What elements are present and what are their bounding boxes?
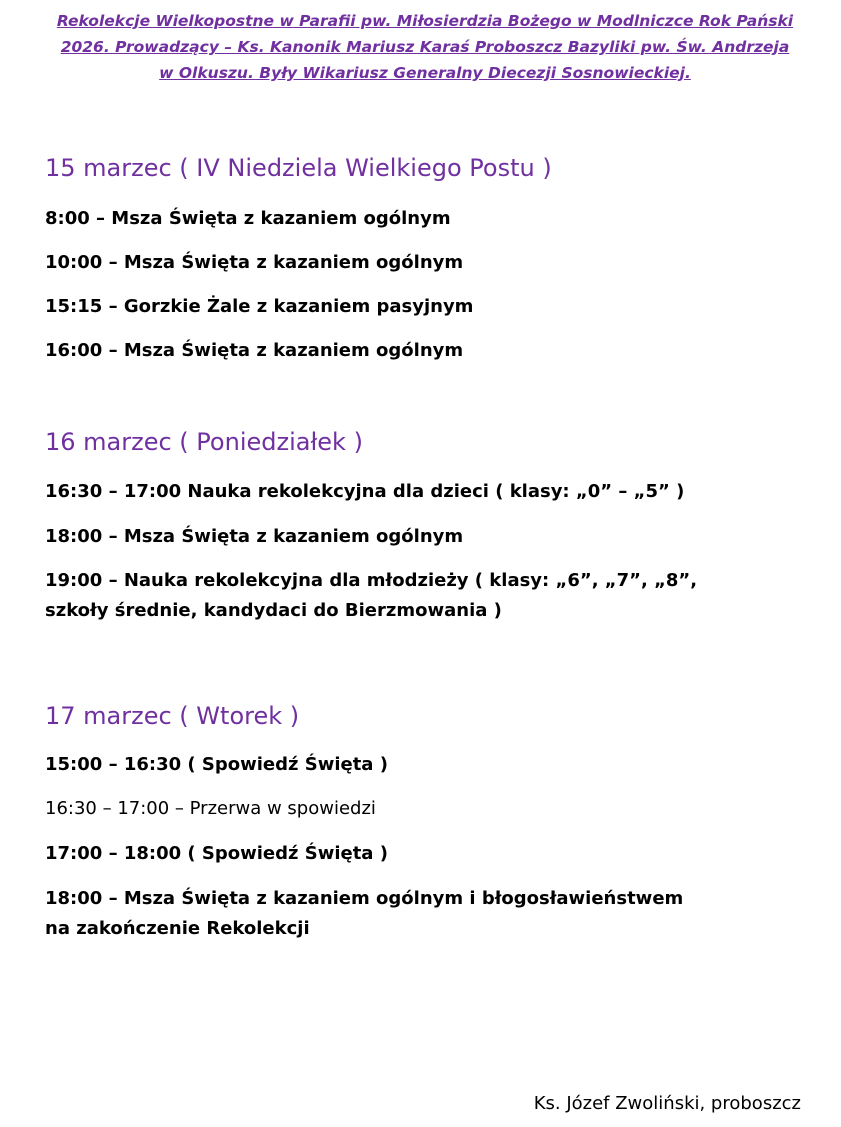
section-heading-16-marzec: 16 marzec ( Poniedziałek ) [45, 428, 363, 456]
schedule-entry [45, 794, 376, 824]
schedule-entry [45, 839, 388, 869]
schedule-entry [45, 204, 451, 234]
schedule-entry [45, 477, 684, 507]
schedule-entry [45, 566, 697, 626]
entry-line: 15:15 – Gorzkie Żale z kazaniem pasyjnym [45, 296, 474, 317]
entry-line: 16:00 – Msza Święta z kazaniem ogólnym [45, 340, 464, 361]
header-line: Rekolekcje Wielkopostne w Parafii pw. Miłosierdzia Bożego w Modlniczce Rok Pański [56, 12, 794, 30]
signature: Ks. Józef Zwoliński, proboszcz [533, 1093, 801, 1114]
section-heading-17-marzec: 17 marzec ( Wtorek ) [45, 702, 300, 730]
entry-line: 18:00 – Msza Święta z kazaniem ogólnym [45, 526, 464, 547]
header-line: 2026. Prowadzący – Ks. Kanonik Mariusz Karaś Proboszcz Bazyliki pw. Św. Andrzeja [60, 38, 790, 56]
entry-line: 10:00 – Msza Święta z kazaniem ogólnym [45, 252, 464, 273]
entry-line: 17:00 – 18:00 ( Spowiedź Święta ) [45, 843, 388, 864]
schedule-entry [45, 336, 463, 366]
header-line: w Olkuszu. Były Wikariusz Generalny Diecezji Sosnowieckiej. [159, 64, 691, 82]
schedule-entry [45, 248, 463, 278]
schedule-entry [45, 884, 683, 944]
schedule-entry [45, 292, 473, 322]
document-header [40, 8, 810, 86]
entry-line: na zakończenie Rekolekcji [45, 918, 310, 939]
schedule-entry [45, 522, 463, 552]
entry-line: 16:30 – 17:00 – Przerwa w spowiedzi [45, 798, 376, 819]
section-heading-15-marzec: 15 marzec ( IV Niedziela Wielkiego Postu ) [45, 154, 552, 182]
schedule-entry [45, 750, 388, 780]
entry-line: 15:00 – 16:30 ( Spowiedź Święta ) [45, 754, 388, 775]
entry-line: 8:00 – Msza Święta z kazaniem ogólnym [45, 208, 451, 229]
entry-line: 19:00 – Nauka rekolekcyjna dla młodzieży ( klasy: „6”, „7”, „8”, [45, 570, 698, 591]
entry-line: 18:00 – Msza Święta z kazaniem ogólnym i błogosławieństwem [45, 888, 684, 909]
entry-line: 16:30 – 17:00 Nauka rekolekcyjna dla dzieci ( klasy: „0” – „5” ) [45, 481, 685, 502]
entry-line: szkoły średnie, kandydaci do Bierzmowania ) [45, 600, 502, 621]
